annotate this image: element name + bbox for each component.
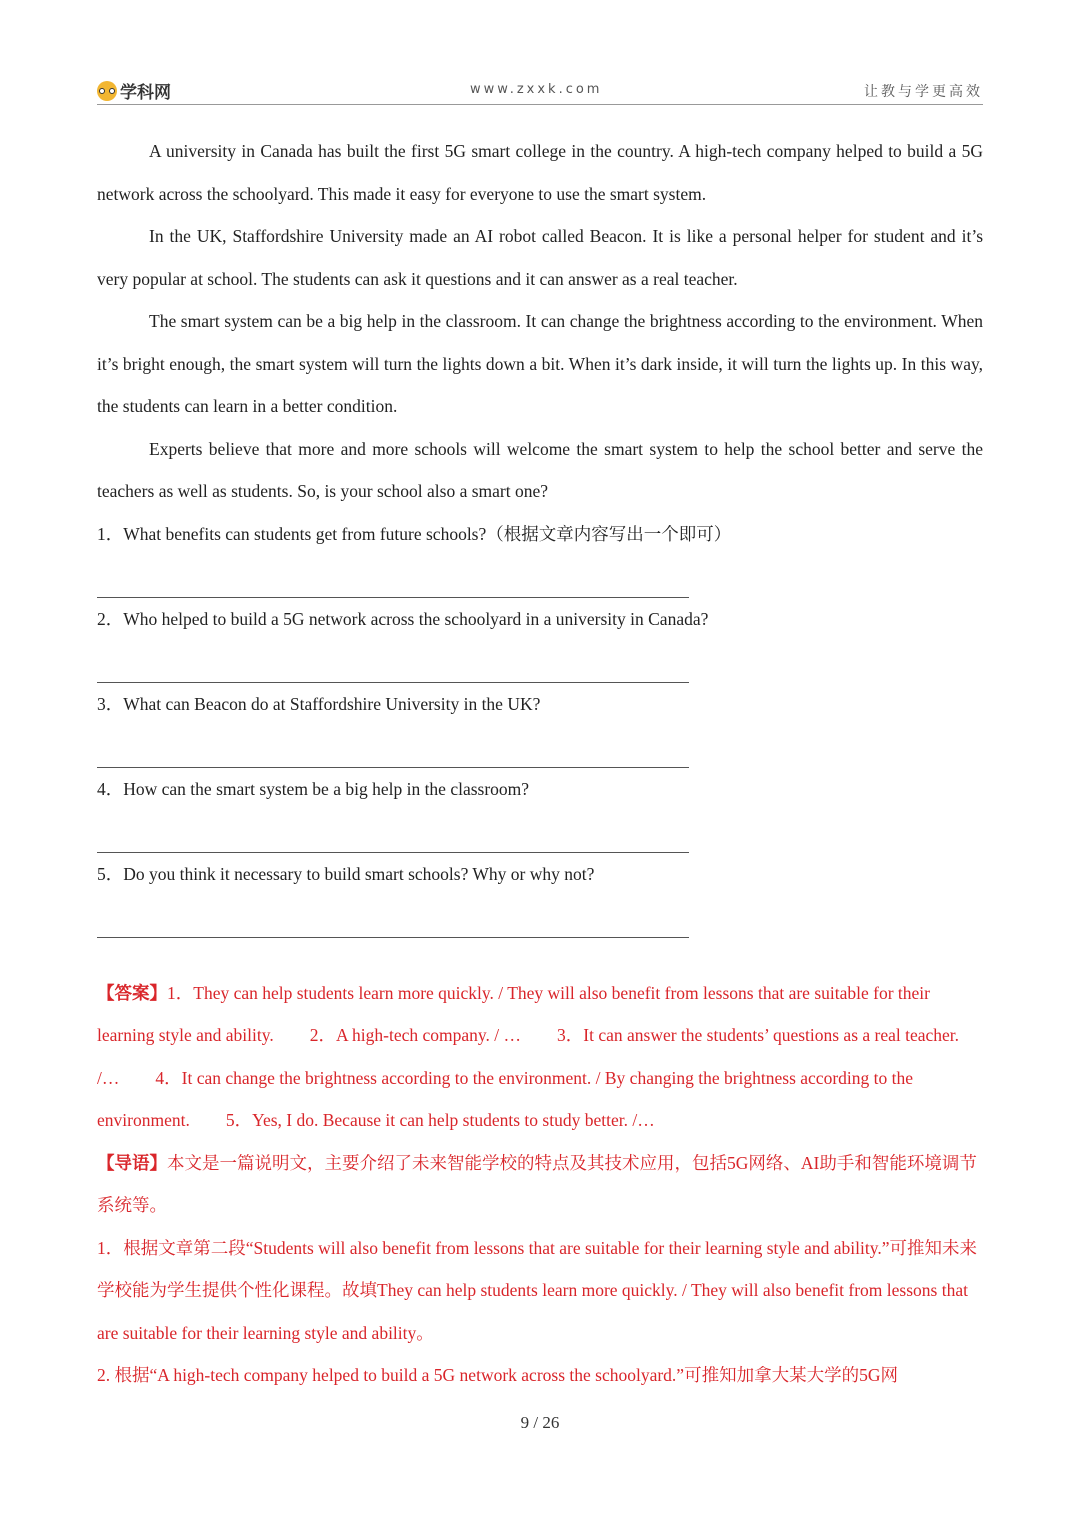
explanation-1: 1．根据文章第二段“Students will also benefit from lessons that are suitable for their learning style and ability.”可推知未来学校能为学生提供个性化课程。故填They can help students learn more quickly. / They will also benefit from lessons that are suitable for their learning style and ability。 [97, 1237, 978, 1343]
explanation-2: 2. 根据“A high-tech company helped to build a 5G network across the schoolyard.”可推知加拿大某大学的5G网 [97, 1365, 898, 1385]
question-3: 3．What can Beacon do at Staffordshire University in the UK? [97, 693, 541, 714]
answer-2: 2．A high-tech company. / … [309, 1025, 522, 1045]
answer-line-2[interactable] [97, 640, 689, 683]
logo-text: 学科网 [120, 83, 171, 103]
logo [97, 78, 171, 103]
answer-1: 1．They can help students learn more quickly. / They will also benefit from lessons that are suitable for their learning style and ability. [97, 982, 930, 1045]
answer-5: 5．Yes, I do. Because it can help students to study better. /… [225, 1110, 655, 1130]
page-number: 9 / 26 [520, 1413, 560, 1432]
question-4: 4．How can the smart system be a big help in the classroom? [97, 778, 530, 799]
slogan: 让教与学更高效 [864, 84, 983, 100]
answer-4: 4．It can change the brightness according to the environment. / By changing the brightness according to the environment. [97, 1067, 914, 1130]
passage-paragraph-1: A university in Canada has built the first 5G smart college in the country. A high-tech company helped to build a 5G network across the schoolyard. This made it easy for everyone to use the smart system. [97, 141, 983, 204]
question-2: 2．Who helped to build a 5G network across the schoolyard in a university in Canada? [97, 608, 709, 629]
question-1: 1．What benefits can students get from future schools?（根据文章内容写出一个即可） [97, 523, 732, 544]
guide-text: 本文是一篇说明文，主要介绍了未来智能学校的特点及其技术应用，包括5G网络、AI助手和智能环境调节系统等。 [97, 1152, 977, 1215]
answer-3: 3．It can answer the students’ questions as a real teacher. /… [97, 1025, 960, 1088]
answer-tag: 【答案】 [97, 982, 167, 1003]
site-url: www.zxxk.com [470, 82, 603, 97]
answer-line-1[interactable] [97, 555, 689, 598]
answer-line-5[interactable] [97, 895, 689, 938]
logo-owl-icon [97, 81, 117, 101]
answer-block [97, 972, 983, 1142]
guide-tag: 【导语】 [97, 1152, 167, 1173]
question-5: 5．Do you think it necessary to build smart schools? Why or why not? [97, 863, 595, 884]
answer-section [97, 972, 983, 1397]
passage-paragraph-2: In the UK, Staffordshire University made an AI robot called Beacon. It is like a personal helper for student and it’s very popular at school. The students can ask it questions and it can answer as a real teacher. [97, 226, 983, 289]
passage-paragraph-4: Experts believe that more and more schools will welcome the smart system to help the school better and serve the teachers as well as students. So, is your school also a smart one? [97, 438, 983, 501]
document-body [97, 130, 983, 1397]
passage-paragraph-3: The smart system can be a big help in the classroom. It can change the brightness according to the environment. When it’s bright enough, the smart system will turn the lights down a bit. When it’s dark inside, it will turn the lights up. In this way, the students can learn in a better condition. [97, 311, 983, 416]
answer-line-3[interactable] [97, 725, 689, 768]
answer-line-4[interactable] [97, 810, 689, 853]
guide-block [97, 1142, 983, 1227]
page-header [97, 76, 983, 105]
